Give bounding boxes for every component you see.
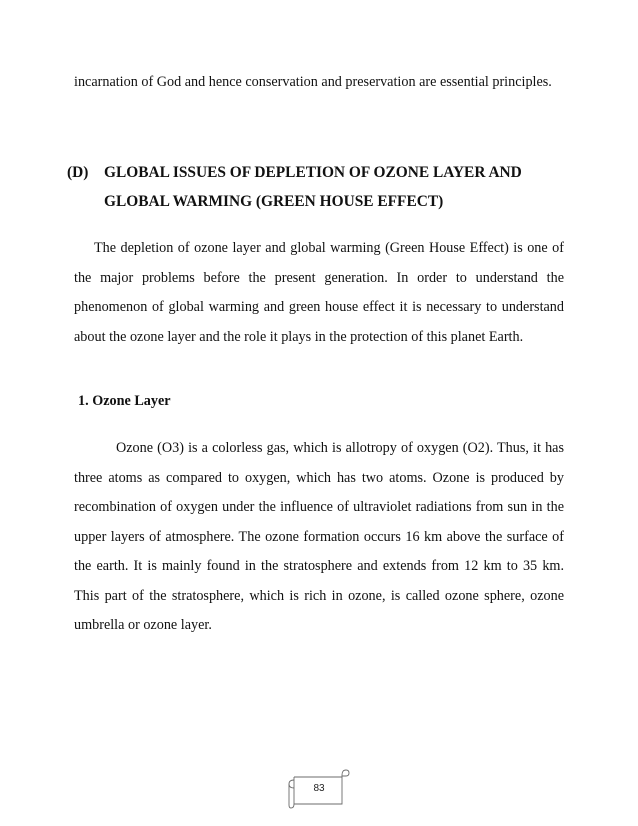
page-number-scroll: [288, 768, 350, 810]
intro-paragraph: The depletion of ozone layer and global warming (Green House Effect) is one of the major problems before the present generation. In order to understand the phenomenon of global warming and green house effect it is necessary to understand about the ozone layer and the role it plays in the protection of this planet Earth.: [74, 240, 564, 345]
section-label: (D): [67, 164, 89, 181]
page-number: 83: [313, 783, 325, 794]
continuation-paragraph: incarnation of God and hence conservation and preservation are essential principles.: [74, 74, 552, 90]
section-title-line-2: GLOBAL WARMING (GREEN HOUSE EFFECT): [104, 193, 444, 210]
section-title: [104, 158, 574, 216]
section-title-line-1: GLOBAL ISSUES OF DEPLETION OF OZONE LAYER AND: [104, 164, 522, 181]
subsection-heading: 1. Ozone Layer: [78, 393, 171, 409]
ozone-paragraph: Ozone (O3) is a colorless gas, which is allotropy of oxygen (O2). Thus, it has three atoms as compared to oxygen, which has two atoms. Ozone is produced by recombination of oxygen under the influence of ultraviolet radiations from sun in the upper layers of atmosphere. The ozone formation occurs 16 km above the surface of the earth. It is mainly found in the stratosphere and extends from 12 km to 35 km. This part of the stratosphere, which is rich in ozone, is called ozone sphere, ozone umbrella or ozone layer.: [74, 440, 564, 633]
